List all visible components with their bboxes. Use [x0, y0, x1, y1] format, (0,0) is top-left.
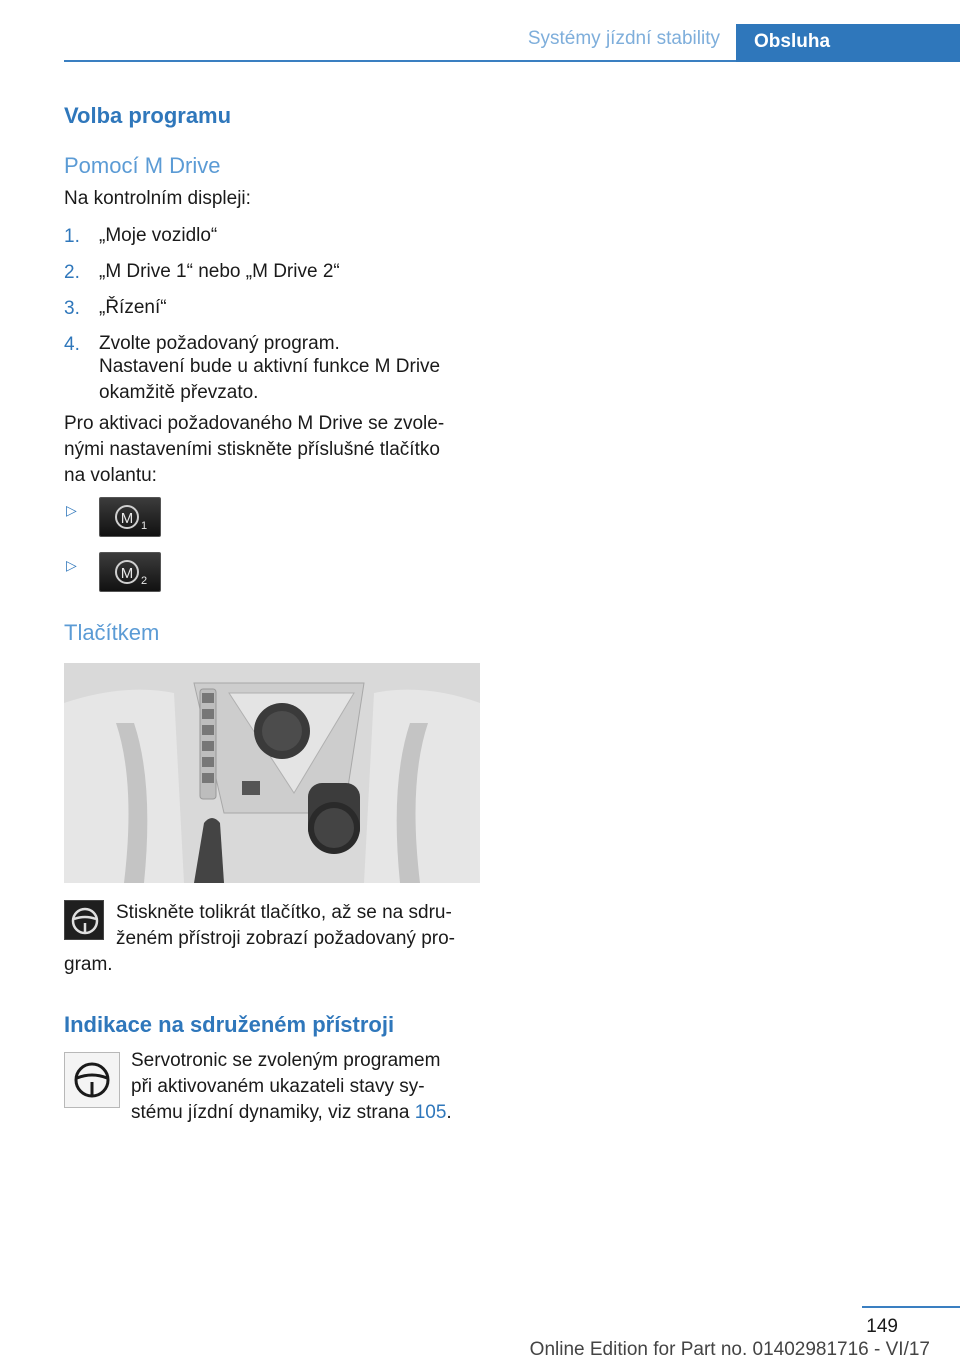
- step-number: 4.: [64, 334, 80, 355]
- section-heading: Volba programu: [64, 103, 232, 128]
- instruction-line: Stiskněte tolikrát tlačítko, až se na sdru-: [116, 902, 452, 923]
- instruction-line: ženém přístroji zobrazí požadovaný pro-: [116, 928, 455, 949]
- m-letter: M: [120, 510, 134, 527]
- step-text: „M Drive 1“ nebo „M Drive 2“: [99, 261, 340, 282]
- steering-wheel-indicator-glyph: [65, 1053, 119, 1107]
- bullet-marker: ▷: [66, 557, 77, 573]
- subheading-m-drive: Pomocí M Drive: [64, 153, 221, 178]
- steering-wheel-indicator-icon: [64, 1052, 120, 1108]
- center-console-illustration: [64, 663, 480, 883]
- paragraph-line: Pro aktivaci požadovaného M Drive se zvole-: [64, 413, 445, 434]
- footer-edition: Online Edition for Part no. 01402981716 - VI/17: [529, 1339, 930, 1360]
- step-number: 2.: [64, 262, 80, 283]
- m-drive-1-button-icon: [99, 497, 161, 537]
- m-drive-1-glyph: [100, 498, 162, 538]
- cluster-text-line: při aktivovaném ukazateli stavy sy-: [131, 1076, 425, 1097]
- footer-rule: [862, 1306, 960, 1308]
- step-number: 1.: [64, 226, 80, 247]
- header-chapter-tab: [736, 24, 960, 62]
- console-drawing: [64, 663, 480, 883]
- bullet-marker: ▷: [66, 502, 77, 518]
- subheading-button: Tlačítkem: [64, 620, 160, 645]
- cluster-text-prefix: stému jízdní dynamiky, viz strana: [131, 1102, 415, 1123]
- section-heading-cluster: Indikace na sdruženém přístroji: [64, 1012, 395, 1037]
- step-number: 3.: [64, 298, 80, 319]
- cluster-text-line: Servotronic se zvoleným programem: [131, 1050, 441, 1071]
- paragraph-line: nými nastaveními stiskněte příslušné tlačítko: [64, 439, 440, 460]
- intro-text: Na kontrolním displeji:: [64, 188, 251, 209]
- steering-wheel-glyph: [65, 901, 105, 941]
- header-chapter-label: Obsluha: [754, 31, 831, 52]
- step-text: „Moje vozidlo“: [99, 225, 218, 246]
- m-drive-2-glyph: [100, 553, 162, 593]
- step-text: Zvolte požadovaný program.: [99, 333, 340, 354]
- instruction-line: gram.: [64, 954, 113, 975]
- m-subscript: 2: [140, 575, 148, 587]
- m-drive-2-button-icon: [99, 552, 161, 592]
- steering-wheel-icon: [64, 900, 104, 940]
- m-letter: M: [120, 565, 134, 582]
- page-reference-link[interactable]: 105: [414, 1102, 447, 1123]
- step-note-line: okamžitě převzato.: [99, 382, 259, 403]
- paragraph-line: na volantu:: [64, 465, 157, 486]
- header-section-title: Systémy jízdní stability: [527, 28, 720, 49]
- page-number: 149: [866, 1316, 898, 1337]
- step-note-line: Nastavení bude u aktivní funkce M Drive: [99, 356, 441, 377]
- step-text: „Řízení“: [99, 297, 167, 318]
- cluster-text-suffix: .: [446, 1102, 452, 1123]
- m-subscript: 1: [140, 520, 148, 532]
- cluster-text-line: [131, 1100, 452, 1126]
